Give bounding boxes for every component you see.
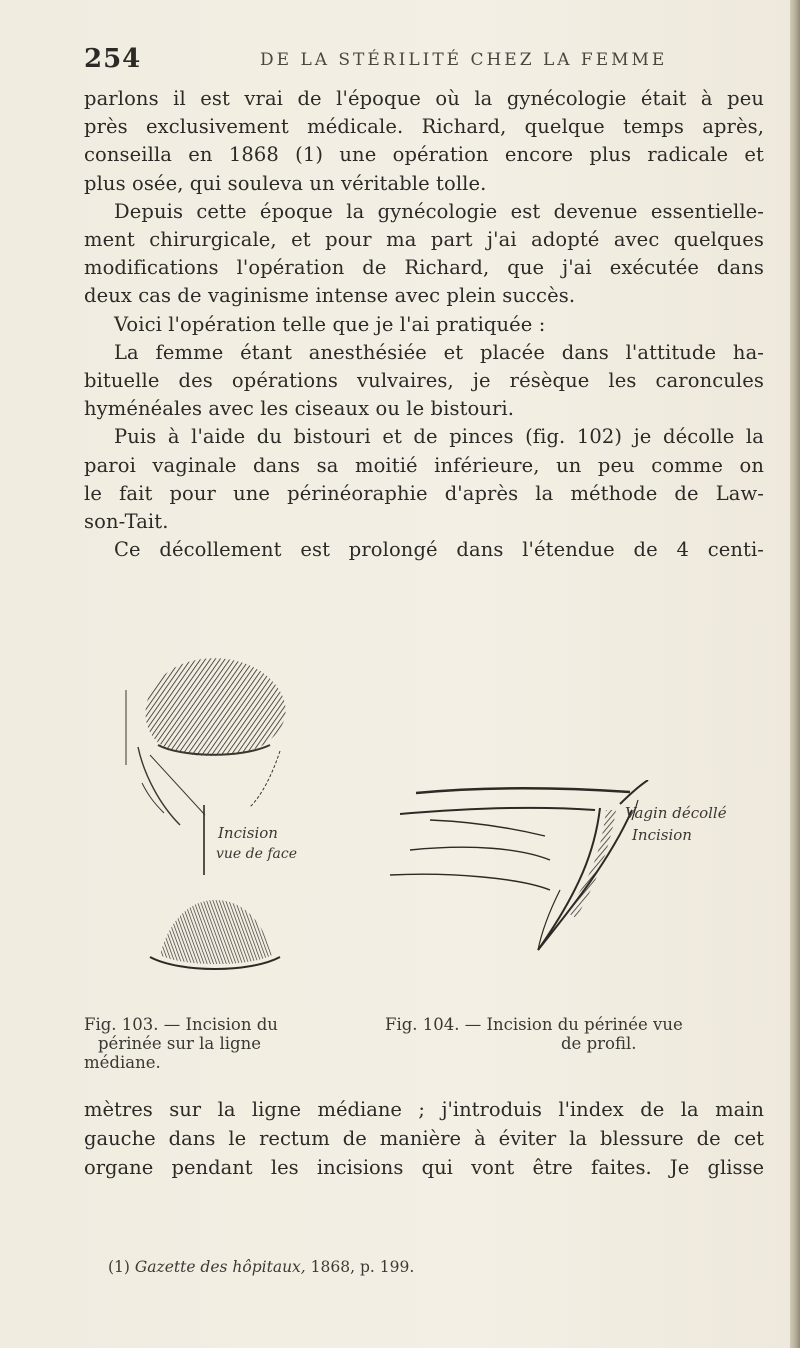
footnote-details: 1868, p. 199.	[310, 1258, 415, 1276]
caption-line: Fig. 104. — Incision du périnée vue	[385, 1015, 683, 1034]
text-line: près exclusivement médicale. Richard, quelque temps après,	[84, 115, 764, 139]
text-line: bituelle des opérations vulvaires, je résèque les caroncules	[84, 369, 764, 393]
profile-drawing	[390, 780, 648, 950]
caption-line: Fig. 103. — Incision du	[84, 1015, 278, 1034]
page-edge	[790, 0, 800, 1348]
footnote-marker: (1)	[108, 1258, 130, 1276]
fig104-caption	[385, 1015, 785, 1053]
text-line: Depuis cette époque la gynécologie est devenue essentielle-	[114, 199, 764, 223]
caption-line: de profil.	[561, 1034, 637, 1053]
figure-103-illustration	[120, 655, 300, 1015]
text-line: deux cas de vaginisme intense avec plein succès.	[84, 284, 576, 308]
caption-line: périnée sur la ligne	[98, 1034, 261, 1053]
footnote	[108, 1258, 414, 1276]
fig103-label-incision: Incision	[218, 824, 278, 842]
text-line: parlons il est vrai de l'époque où la gynécologie était à peu	[84, 87, 764, 110]
text-line: conseilla en 1868 (1) une opération encore plus radicale et	[84, 143, 764, 167]
text-line: son-Tait.	[84, 510, 169, 534]
footnote-source: Gazette des hôpitaux,	[134, 1258, 306, 1276]
fig104-label-incision: Incision	[632, 826, 692, 844]
fig104-label-vagin: Vagin décollé	[625, 804, 727, 822]
text-line: ment chirurgicale, et pour ma part j'ai adopté avec quelques	[84, 228, 764, 252]
fig103-caption	[84, 1015, 344, 1072]
text-line: modifications l'opération de Richard, que j'ai exécutée dans	[84, 256, 764, 280]
text-line: Puis à l'aide du bistouri et de pinces (fig. 102) je décolle la	[114, 425, 764, 449]
lower-anus-drawing	[150, 900, 280, 969]
text-line: paroi vaginale dans sa moitié inférieure, un peu comme on	[84, 453, 764, 477]
text-line: hyménéales avec les ciseaux ou le bistouri.	[84, 397, 515, 421]
running-header	[84, 44, 744, 80]
running-title: DE LA STÉRILITÉ CHEZ LA FEMME	[260, 50, 668, 70]
text-line: organe pendant les incisions qui vont être faites. Je glisse	[84, 1156, 764, 1179]
text-line: plus osée, qui souleva un véritable tolle.	[84, 171, 487, 195]
text-line: gauche dans le rectum de manière à éviter la blessure de cet	[84, 1127, 764, 1150]
caption-line: médiane.	[84, 1053, 161, 1072]
continuation-text	[84, 1095, 764, 1182]
text-line: mètres sur la ligne médiane ; j'introduis l'index de la main	[84, 1098, 764, 1121]
text-line: Voici l'opération telle que je l'ai pratiquée :	[114, 312, 546, 336]
page-number: 254	[84, 44, 142, 74]
text-line: La femme étant anesthésiée et placée dans l'attitude ha-	[114, 340, 764, 364]
text-line: Ce décollement est prolongé dans l'étendue de 4 centi-	[114, 538, 764, 562]
figure-104-illustration	[370, 780, 770, 1020]
fig103-label-view: vue de face	[216, 846, 298, 862]
body-text	[84, 85, 764, 564]
upper-vulva-drawing	[126, 658, 286, 825]
text-line: le fait pour une périnéoraphie d'après la méthode de Law-	[84, 481, 764, 505]
